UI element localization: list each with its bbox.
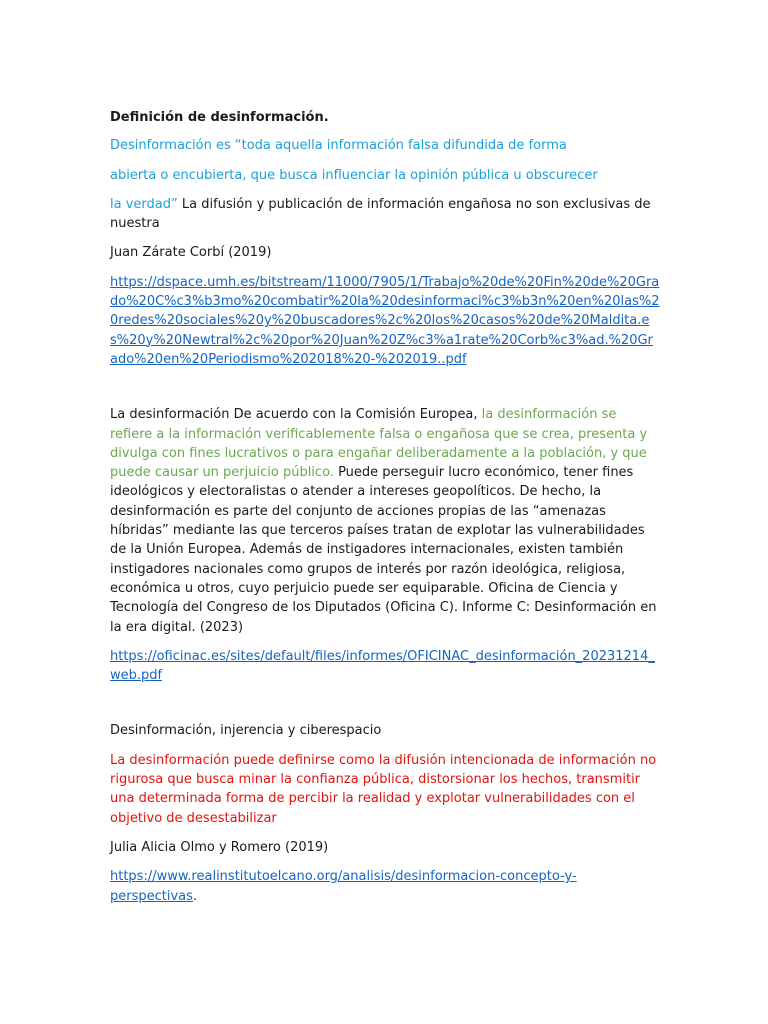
quote-line-2: abierta o encubierta, que busca influenciar la opinión pública u obscurecer <box>110 167 598 183</box>
quote-paragraph <box>110 195 660 234</box>
text-after-quote: La difusión y publicación de información engañosa no son exclusivas de nuestra <box>110 196 651 232</box>
source-link-paragraph-1 <box>110 273 660 369</box>
definition-quote: La desinformación puede definirse como la difusión intencionada de información no rigurosa que busca minar la confianza pública, distorsionar los hechos, transmitir una determinada forma de percibir la realidad y explotar vulnerabilidades con el objetivo de desestabilizar <box>110 752 657 826</box>
commission-quote: la desinformación se refiere a la información verificablemente falsa o engañosa que se crea, presenta y divulga con fines lucrativos o para engañar deliberadamente a la población, y que puede causar un perjuicio público. <box>110 407 648 481</box>
commission-intro: La desinformación De acuerdo con la Comisión Europea, <box>110 407 482 423</box>
quote-line-1: Desinformación es “toda aquella información falsa difundida de forma <box>110 138 567 154</box>
source-link-1[interactable]: https://dspace.umh.es/bitstream/11000/7905/1/Trabajo%20de%20Fin%20de%20Grado%20C%c3%b3mo%20combatir%20la%20desinformaci%c3%b3n%20en%20las%20redes%20sociales%20y%20buscadores%2c%20los%20casos%20de%20Maldita.es%20y%20Newtral%2c%20por%20Juan%20Z%c3%a1rate%20Corb%c3%ad.%20Grado%20en%20Periodismo%202018%20-%202019..pdf <box>110 274 660 367</box>
source-link-3[interactable]: https://www.realinstitutoelcano.org/analisis/desinformacion-concepto-y-perspectivas <box>110 869 577 904</box>
document-content <box>110 108 660 906</box>
commission-body: Puede perseguir lucro económico, tener fines ideológicos y electoralistas o atender a intereses geopolíticos. De hecho, la desinformación es parte del conjunto de acciones propias de las “amenazas híbridas” mediante las que terceros países tratan de explotar las vulnerabilidades de la Unión Europea. Además de instigadores internacionales, existen también instigadores nacionales como grupos de interés por razón ideológica, religiosa, económica u otros, cuyo perjuicio puede ser equiparable. Oficina de Ciencia y Tecnología del Congreso de los Diputados (Oficina C). Informe C: Desinformación en la era digital. (2023) <box>110 465 657 635</box>
section-title-3: Desinformación, injerencia y ciberespacio <box>110 723 382 739</box>
section-heading: Definición de desinformación. <box>110 110 329 125</box>
source-link-paragraph-3 <box>110 867 660 906</box>
source-link-2[interactable]: https://oficinac.es/sites/default/files/informes/OFICINAC_desinformación_20231214_web.pdf <box>110 648 655 684</box>
quote-line-3: la verdad” <box>110 196 178 212</box>
author-citation-3: Julia Alicia Olmo y Romero (2019) <box>110 839 329 855</box>
link-suffix: . <box>192 888 198 904</box>
author-citation-1: Juan Zárate Corbí (2019) <box>110 245 272 261</box>
source-link-paragraph-2 <box>110 647 660 686</box>
commission-paragraph <box>110 405 660 637</box>
